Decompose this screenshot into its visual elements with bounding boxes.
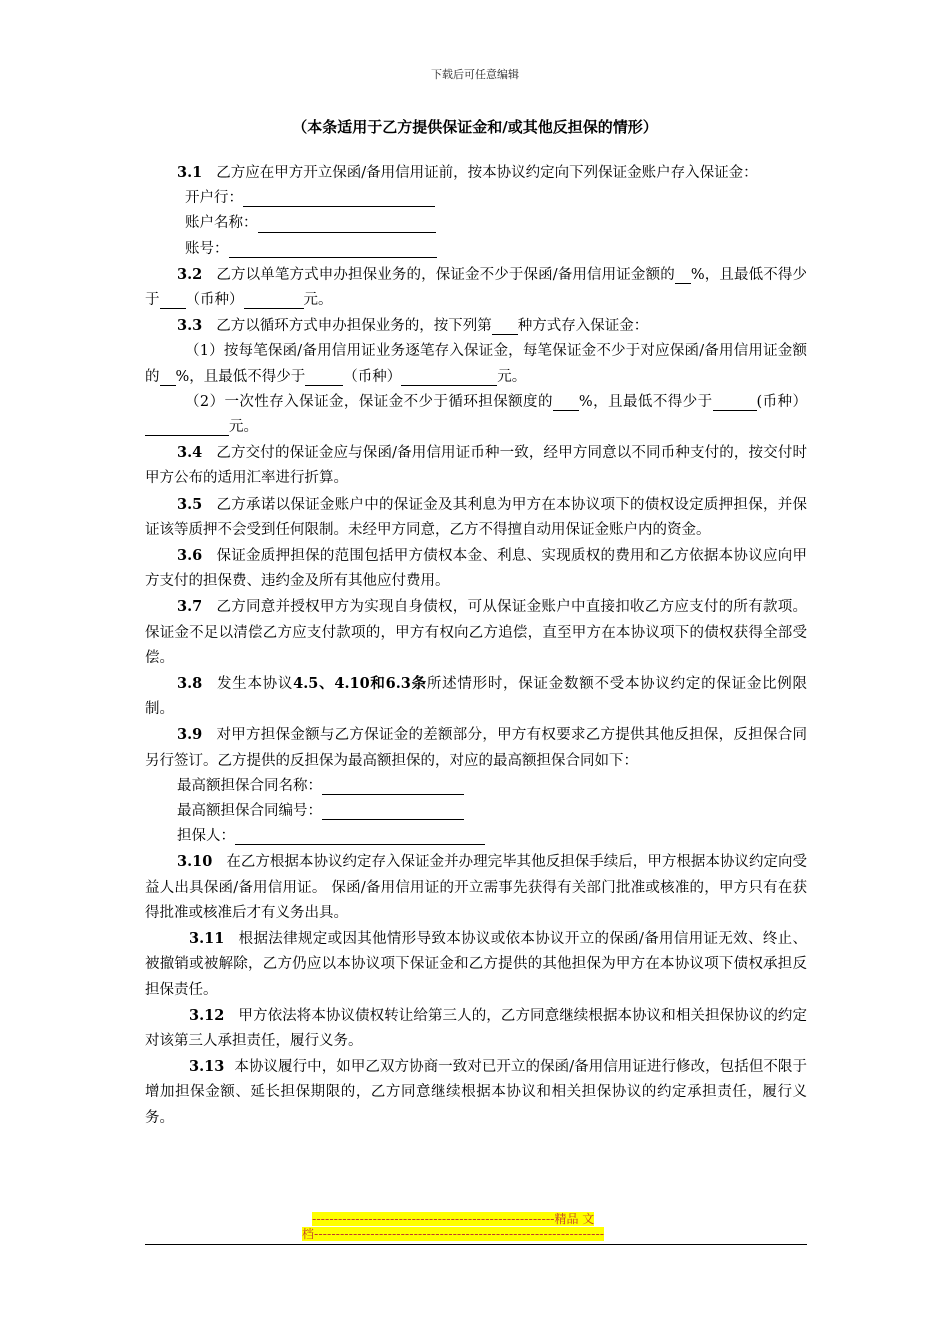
document-body <box>145 160 807 1131</box>
clause-3-13: 3.13 本协议履行中，如甲乙双方协商一致对已开立的保函/备用信用证进行修改，包括但不限于增加担保金额、延长担保期限的，乙方同意继续根据本协议和相关担保协议的约定承担责任，履行义务。 <box>145 1058 807 1126</box>
clause-3-3: 3.3 乙方以循环方式申办担保业务的，按下列第 种方式存入保证金： <box>177 317 649 335</box>
clause-3-5: 3.5 乙方承诺以保证金账户中的保证金及其利息为甲方在本协议项下的债权设定质押担保，并保证该等质押不会受到任何限制。未经甲方同意，乙方不得擅自动用保证金账户内的资金。 <box>145 495 807 538</box>
clause-3-10: 3.10 在乙方根据本协议约定存入保证金并办理完毕其他反担保手续后，甲方根据本协议约定向受益人出具保函/备用信用证。 保函/备用信用证的开立需事先获得有关部门批准或核准的，甲方只有在获得批准或核准后才有义务出具。 <box>145 853 807 921</box>
amount-blank[interactable] <box>401 367 497 386</box>
account-bank-blank[interactable] <box>243 188 435 207</box>
guarantor-blank[interactable] <box>235 826 485 845</box>
clause-3-4: 3.4 乙方交付的保证金应与保函/备用信用证币种一致，经甲方同意以不同币种支付的，按交付时甲方公布的适用汇率进行折算。 <box>145 444 807 487</box>
clause-3-12: 3.12 甲方依法将本协议债权转让给第三人的，乙方同意继续根据本协议和相关担保协议的约定对该第三人承担责任，履行义务。 <box>145 1006 807 1049</box>
clause-3-9: 3.9 对甲方担保金额与乙方保证金的差额部分，甲方有权要求乙方提供其他反担保，反担保合同另行签订。乙方提供的反担保为最高额担保的，对应的最高额担保合同如下： <box>145 726 807 769</box>
guarantee-contract-name-field: 最高额担保合同名称： <box>145 774 807 799</box>
percent-blank[interactable] <box>160 367 176 386</box>
account-bank-field: 开户行： <box>145 186 807 211</box>
amount-blank[interactable] <box>145 417 229 436</box>
clause-3-2: 3.2 乙方以单笔方式申办担保业务的，保证金不少于保函/备用信用证金额的 %，且最低不得少于 （币种） 元。 <box>145 265 807 309</box>
account-number-blank[interactable] <box>229 239 437 258</box>
amount-blank[interactable] <box>244 290 304 309</box>
section-title: （本条适用于乙方提供保证金和/或其他反担保的情形） <box>292 118 658 136</box>
clause-3-1: 3.1 乙方应在甲方开立保函/备用信用证前，按本协议约定向下列保证金账户存入保证金： <box>177 164 758 181</box>
clause-3-6: 3.6 保证金质押担保的范围包括甲方债权本金、利息、实现质权的费用和乙方依据本协议应向甲方支付的担保费、违约金及所有其他应付费用。 <box>145 547 807 590</box>
guarantee-contract-name-blank[interactable] <box>322 776 464 795</box>
percent-blank[interactable] <box>553 392 579 411</box>
footer-watermark-line-1: --------------------------------------------------------精品 文 <box>312 1212 595 1226</box>
clause-3-11: 3.11 根据法律规定或因其他情形导致本协议或依本协议开立的保函/备用信用证无效、终止、被撤销或被解除，乙方仍应以本协议项下保证金和乙方提供的其他担保为甲方在本协议项下债权承担反担保责任。 <box>145 930 807 998</box>
clause-3-3-option-2: （2）一次性存入保证金，保证金不少于循环担保额度的 %，且最低不得少于 (币种）元。 <box>145 390 807 440</box>
account-number-field: 账号： <box>145 237 807 262</box>
clause-3-7: 3.7 乙方同意并授权甲方为实现自身债权，可从保证金账户中直接扣收乙方应支付的所有款项。保证金不足以清偿乙方应支付款项的，甲方有权向乙方追偿，直至甲方在本协议项下的债权获得全部受偿。 <box>145 598 807 666</box>
currency-blank[interactable] <box>305 367 343 386</box>
clause-3-8: 3.8 发生本协议4.5、4.10和6.3条所述情形时，保证金数额不受本协议约定的保证金比例限制。 <box>145 675 808 718</box>
account-name-field: 账户名称： <box>145 211 807 236</box>
guarantor-field: 担保人： <box>145 824 807 849</box>
currency-blank[interactable] <box>713 392 757 411</box>
guarantee-contract-number-field: 最高额担保合同编号： <box>145 799 807 824</box>
method-blank[interactable] <box>492 316 518 335</box>
currency-blank[interactable] <box>160 290 186 309</box>
header-note: 下载后可任意编辑 <box>431 68 519 81</box>
footer-watermark-line-2: 档------------------------------------------------------------------- <box>302 1227 605 1241</box>
footer-divider <box>145 1244 807 1245</box>
account-name-blank[interactable] <box>258 214 436 233</box>
percent-blank[interactable] <box>675 265 691 284</box>
guarantee-contract-number-blank[interactable] <box>322 801 464 820</box>
clause-3-3-option-1: （1）按每笔保函/备用信用证业务逐笔存入保证金，每笔保证金不少于对应保函/备用信用证金额的 %，且最低不得少于 （币种） 元。 <box>145 343 807 385</box>
